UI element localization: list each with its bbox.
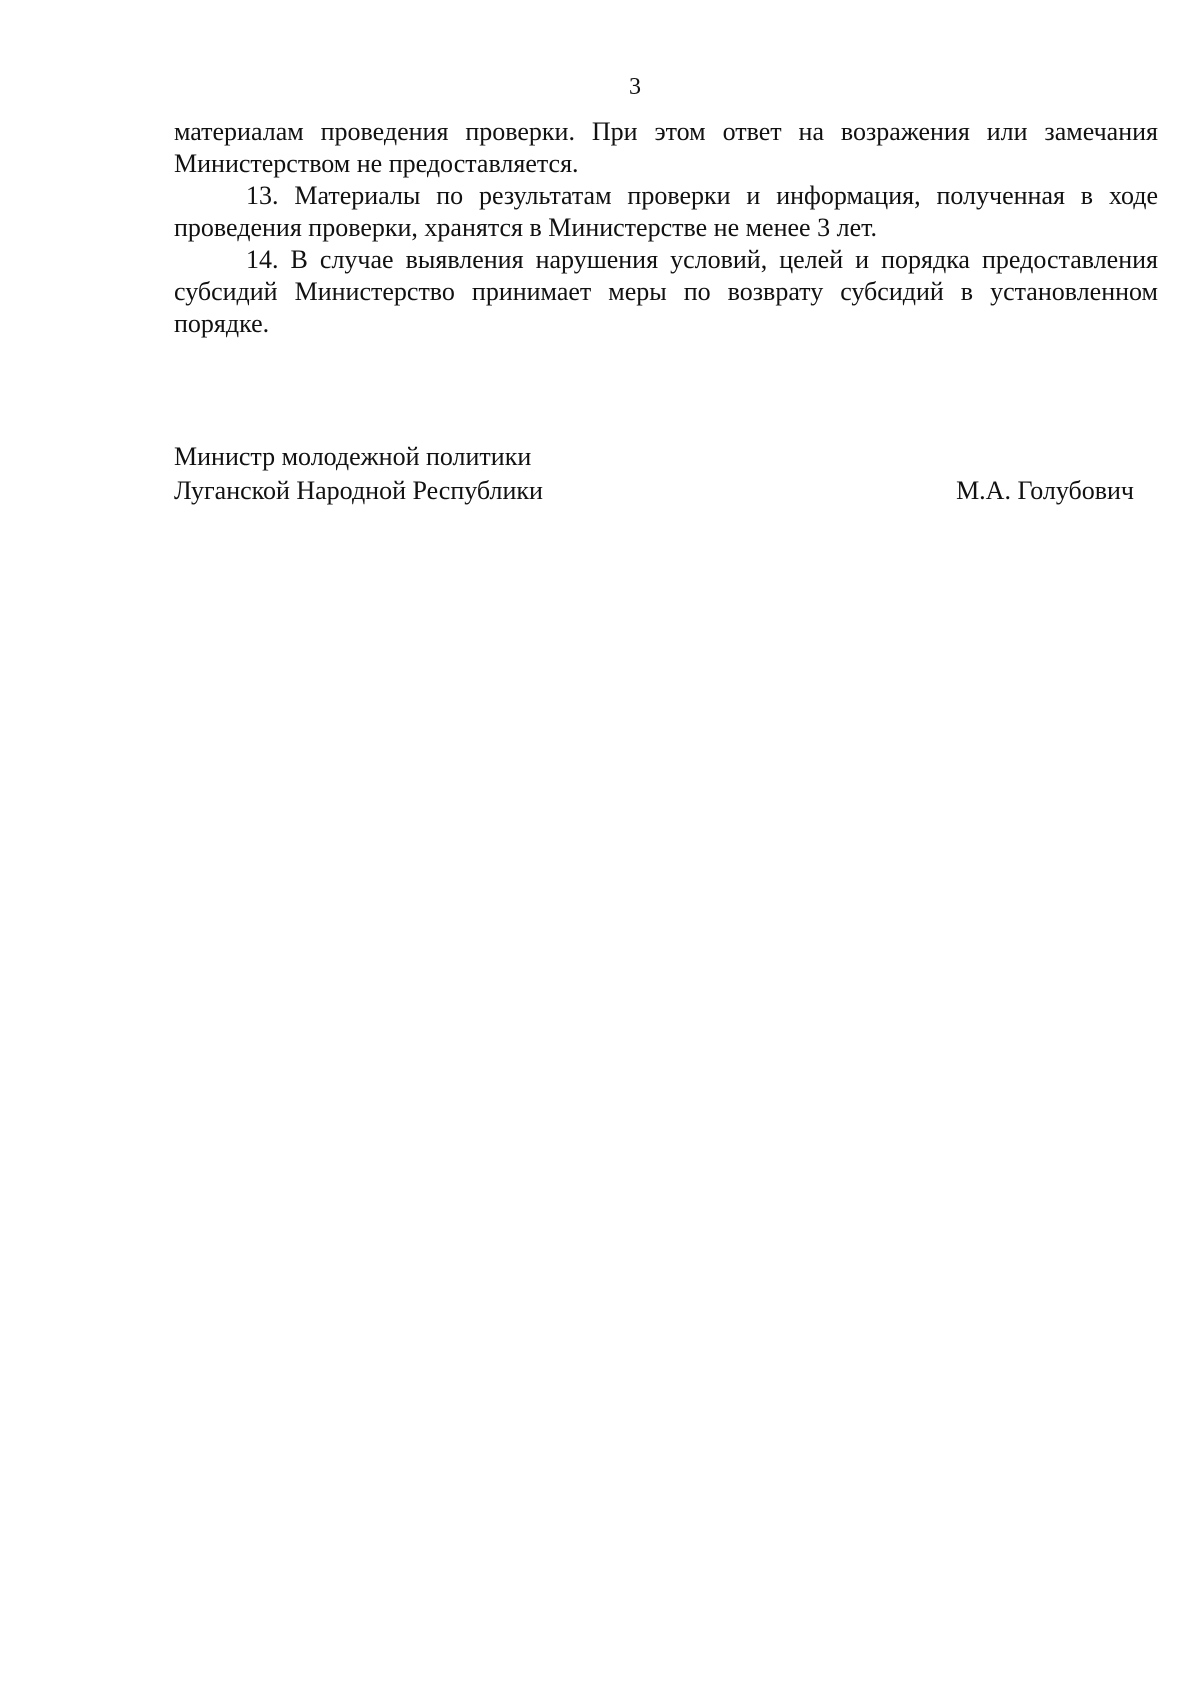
paragraph-continuation: материалам проведения проверки. При этом ответ на возражения или замечания Министерством не предоставляется. bbox=[174, 117, 1158, 178]
signature-block bbox=[174, 440, 1134, 508]
page-number: 3 bbox=[629, 74, 641, 100]
signer-name: М.А. Голубович bbox=[956, 476, 1134, 505]
paragraph-14: 14. В случае выявления нарушения условий, целей и порядка предоставления субсидий Министерство принимает меры по возврату субсидий в установленном порядке. bbox=[174, 245, 1158, 338]
signature-line-2 bbox=[174, 474, 1134, 508]
paragraph-13: 13. Материалы по результатам проверки и информация, полученная в ходе проведения проверки, хранятся в Министерстве не менее 3 лет. bbox=[174, 181, 1158, 242]
document-body bbox=[174, 116, 1158, 340]
signer-position-line-2: Луганской Народной Республики bbox=[174, 476, 543, 505]
signer-position-line-1: Министр молодежной политики bbox=[174, 442, 532, 471]
signature-line-1 bbox=[174, 440, 1134, 474]
